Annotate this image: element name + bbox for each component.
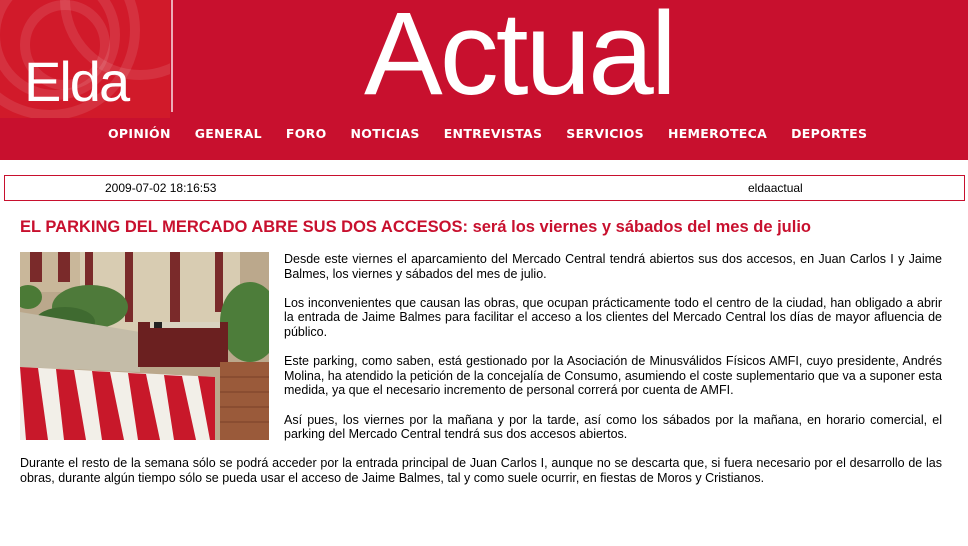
nav-foro[interactable]: FORO: [285, 126, 327, 141]
article-paragraph: Durante el resto de la semana sólo se podrá acceder por la entrada principal de Juan Carlos I, aunque no se descarta que, si fuera necesario por el desarrollo de las obras, durante algún tiempo sólo se pueda usar el acceso de Jaime Balmes, tal y como suele ocurrir, en fiestas de Moros y Cristianos.: [20, 456, 942, 485]
article-date: 2009-07-02 18:16:53: [105, 181, 217, 195]
site-header: [0, 0, 968, 160]
main-nav: [96, 124, 879, 144]
photo-float-space: [20, 252, 284, 442]
nav-hemeroteca[interactable]: HEMEROTECA: [667, 126, 768, 141]
article-headline: [20, 216, 950, 238]
nav-general[interactable]: GENERAL: [194, 126, 262, 141]
article-body: [20, 252, 942, 500]
nav-opinion[interactable]: OPINIÓN: [108, 126, 171, 141]
article-paragraph: Desde este viernes el aparcamiento del Mercado Central tendrá abiertos sus dos accesos, en Juan Carlos I y Jaime Balmes, los viernes y sábados del mes de julio.: [284, 252, 942, 281]
article-author: eldaactual: [748, 181, 803, 195]
logo-elda[interactable]: Elda: [24, 50, 129, 113]
article-paragraph: Los inconvenientes que causan las obras, que ocupan prácticamente todo el centro de la ciudad, han obligado a abrir la entrada de Jaime Balmes para facilitar el acceso a los clientes del Mercado Central los días de mayor afluencia de público.: [284, 295, 942, 339]
logo-divider: [171, 0, 173, 112]
headline-tail: será los viernes y sábados del mes de julio: [468, 218, 811, 236]
nav-deportes[interactable]: DEPORTES: [791, 126, 868, 141]
nav-noticias[interactable]: NOTICIAS: [350, 126, 420, 141]
nav-servicios[interactable]: SERVICIOS: [566, 126, 644, 141]
nav-entrevistas[interactable]: ENTREVISTAS: [443, 126, 543, 141]
article-paragraph: Así pues, los viernes por la mañana y por la tarde, así como los sábados por la mañana, en horario comercial, el parking del Mercado Central tendrá sus dos accesos abiertos.: [284, 412, 942, 442]
article-paragraph: Este parking, como saben, está gestionado por la Asociación de Minusválidos Físicos AMFI, cuyo presidente, Andrés Molina, ha atendido la petición de la concejalía de Consumo, asumiendo el coste suplementario que va a suponer esta medida, ya que el necesario incremento de personal correrá por cuenta de AMFI.: [284, 354, 942, 398]
article-info-bar: [4, 175, 965, 201]
logo-actual[interactable]: Actual: [364, 0, 674, 120]
headline-lead: EL PARKING DEL MERCADO ABRE SUS DOS ACCESOS:: [20, 218, 468, 236]
